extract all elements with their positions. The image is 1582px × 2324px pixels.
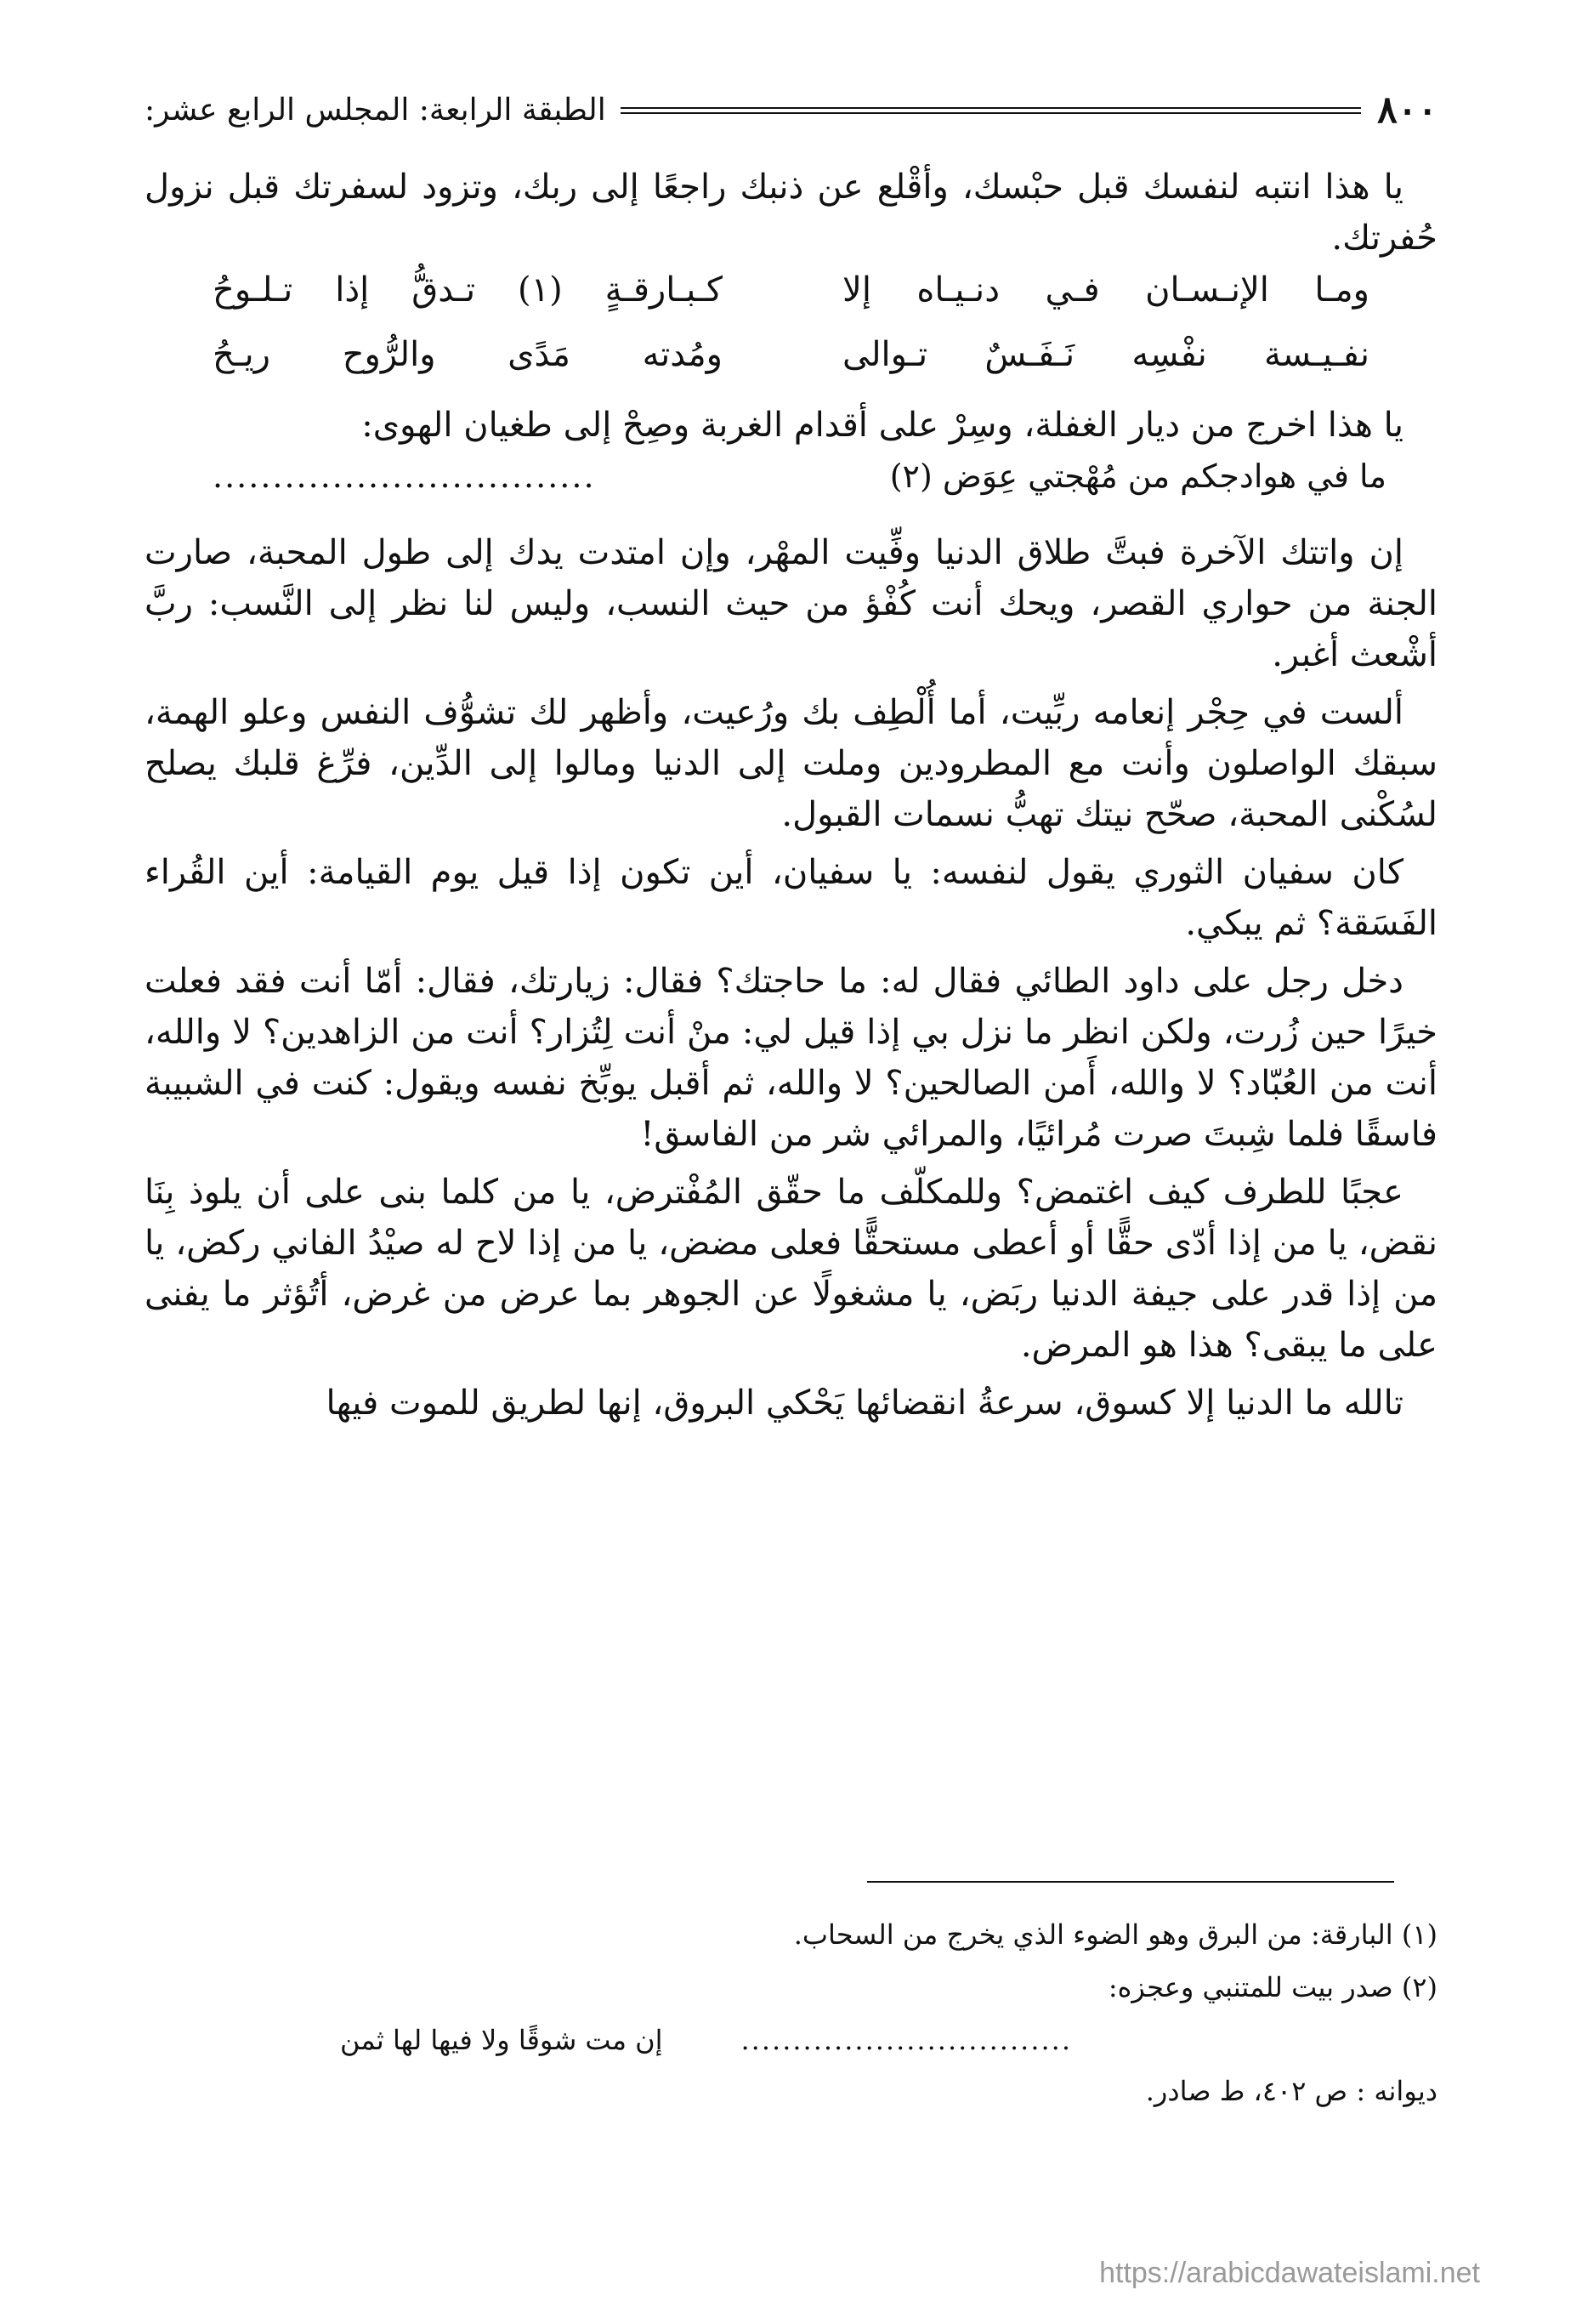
- verse-hemistich: ومُدته مَدًى والرُّوح ريـحُ: [213, 335, 723, 374]
- footnote-verse: [145, 2019, 1437, 2070]
- page-number: ٨٠٠: [1377, 88, 1437, 132]
- verse-hemistich: نفـيـسة نفْسِه نَـفَـسٌ تـوالى: [842, 335, 1369, 374]
- main-text: [145, 162, 1437, 1435]
- paragraph-4: ألست في حِجْر إنعامه ربِّيت، أما أُلْطِف بك ورُعيت، وأظهر لك تشوُّف النفس وعلو الهمة، سبقك الواصلون وأنت مع المطرودين وملت إلى الدنيا ومالوا إلى الدِّين، فرِّغ قلبك يصلح لسُكْنى المحبة، صحّح نيتك تهبُّ نسمات القبول.: [145, 693, 1437, 834]
- footnote-1: (١) البارقة: من البرق وهو الضوء الذي يخرج من السحاب.: [793, 1918, 1437, 1951]
- verse-ellipsis: ................................: [213, 457, 596, 495]
- page-header: [145, 85, 1437, 136]
- verse-line-1: [145, 270, 1437, 335]
- paragraph-6: دخل رجل على داود الطائي فقال له: ما حاجتك؟ فقال: زيارتك، فقال: أمّا أنت فقد فعلت خيرًا حين زُرت، ولكن انظر ما نزل بي إذا قيل لي: منْ أنت لِتُزار؟ أنت من الزاهدين؟ لا والله، أنت من العُبّاد؟ لا والله، أَمن الصالحين؟ لا والله، ثم أقبل يوبِّخ نفسه ويقول: كنت في الشبيبة فاسقًا فلما شِبتَ صرت مُرائيًا، والمرائي شر من الفاسق!: [145, 962, 1437, 1154]
- footnote-2-source: ديوانه : ص ٤٠٢، ط صادر.: [1145, 2075, 1437, 2107]
- verse-hemistich: ومـا الإنـسـان فـي دنـيـاه إلا: [842, 270, 1369, 310]
- footnote-2: (٢) صدر بيت للمتنبي وعجزه:: [1108, 1971, 1437, 2003]
- footnotes: [145, 1913, 1437, 2122]
- paragraph-1: يا هذا انتبه لنفسك قبل حبْسك، وأقْلع عن ذنبك راجعًا إلى ربك، وتزود لسفرتك قبل نزول حُفرتك.: [145, 168, 1437, 258]
- running-title: الطبقة الرابعة: المجلس الرابع عشر:: [145, 93, 606, 128]
- verse-hemistich: كـبـارقـةٍ (١) تـدقُّ إذا تـلـوحُ: [213, 270, 723, 310]
- verse-line-2: [145, 335, 1437, 400]
- paragraph-2: يا هذا اخرج من ديار الغفلة، وسِرْ على أقدام الغربة وصِحْ إلى طغيان الهوى:: [361, 406, 1403, 445]
- header-rule: [621, 107, 1361, 114]
- footnote-verse-ellipsis: ................................: [740, 2024, 1072, 2056]
- paragraph-7: عجبًا للطرف كيف اغتمض؟ وللمكلّف ما حقّق المُفْترض، يا من كلما بنى على أن يلوذ بِنَا نقض، يا من إذا أدّى حقًّا أو أعطى مستحقًّا فعلى مضض، يا من إذا لاح له صيْدُ الفاني ركض، يا من إذا قدر على جيفة الدنيا ربَض، يا مشغولًا عن الجوهر بما عرض من غرض، أتُؤثر ما يفنى على ما يبقى؟ هذا هو المرض.: [145, 1173, 1437, 1365]
- footnote-verse-hemistich: إن مت شوقًا ولا فيها لها ثمن: [340, 2024, 663, 2056]
- footnote-separator: [867, 1881, 1394, 1883]
- paragraph-8: تالله ما الدنيا إلا كسوق، سرعةُ انقضائها يَحْكي البروق، إنها لطريق للموت فيها: [326, 1384, 1403, 1423]
- paragraph-5: كان سفيان الثوري يقول لنفسه: يا سفيان، أين تكون إذا قيل يوم القيامة: أين القُراء الفَسَقة؟ ثم يبكي.: [145, 853, 1437, 943]
- verse-line-3: [145, 457, 1437, 527]
- watermark-url: https://arabicdawateislami.net: [1099, 2257, 1480, 2289]
- paragraph-3: إن واتتك الآخرة فبتَّ طلاق الدنيا وفِّيت المهْر، وإن امتدت يدك إلى طول المحبة، صارت الجنة من حواري القصر، ويحك أنت كُفْؤ من حيث النسب، وليس لنا نظر إلى النَّسب: ربَّ أشْعث أغبر.: [145, 533, 1437, 674]
- verse-hemistich: ما في هوادجكم من مُهْجتي عِوَض (٢): [889, 457, 1386, 495]
